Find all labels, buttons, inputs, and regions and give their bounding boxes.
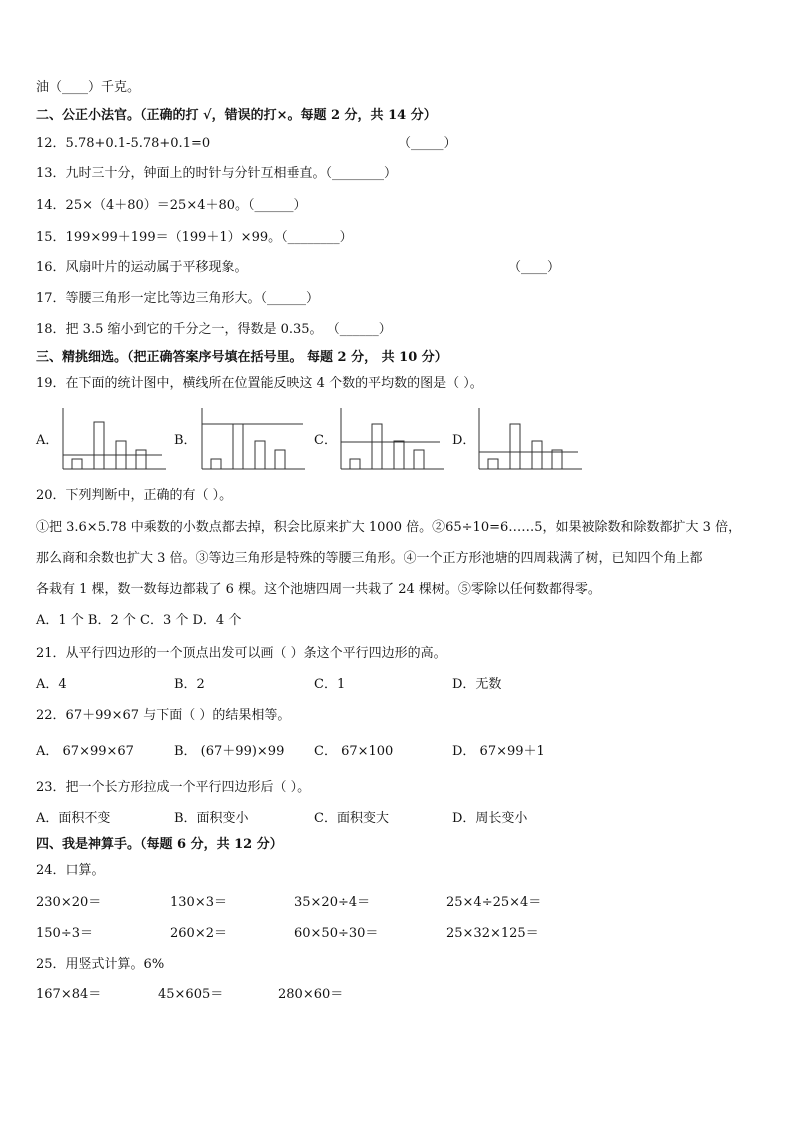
question-13: 13．九时三十分，钟面上的时针与分针互相垂直。（________） bbox=[36, 166, 398, 181]
question-20-text-1: ①把 3.6×5.78 中乘数的小数点都去掉，积会比原来扩大 1000 倍。②65÷10=6……5，如果被除数和除数都扩大 3 倍， bbox=[36, 520, 742, 535]
q19-option-b-label: B． bbox=[174, 433, 197, 448]
question-24: 24．口算。 bbox=[36, 863, 105, 878]
q19-option-c-label: C． bbox=[314, 433, 337, 448]
q23-option-d[interactable]: D．周长变小 bbox=[452, 811, 528, 826]
q19-chart-a bbox=[62, 408, 166, 470]
q19-option-d[interactable] bbox=[452, 408, 592, 470]
question-19: 19．在下面的统计图中，横线所在位置能反映这 4 个数的平均数的图是（ ）。 bbox=[36, 376, 483, 391]
section-3-heading: 三、精挑细选。（把正确答案序号填在括号里。 每题 2 分， 共 10 分） bbox=[36, 350, 448, 365]
question-12: 12．5.78+0.1-5.78+0.1=0 bbox=[36, 136, 211, 151]
q25-item-3: 280×60＝ bbox=[278, 987, 344, 1002]
question-16: 16．风扇叶片的运动属于平移现象。 bbox=[36, 260, 248, 275]
q22-option-a[interactable]: A． 67×99×67 bbox=[36, 744, 134, 759]
q24-item-7: 60×50÷30＝ bbox=[294, 926, 379, 941]
question-25: 25．用竖式计算。6% bbox=[36, 957, 165, 972]
q23-option-a[interactable]: A．面积不变 bbox=[36, 811, 111, 826]
q19-option-c[interactable] bbox=[314, 408, 454, 470]
section-2-heading: 二、公正小法官。（正确的打 √，错误的打×。每题 2 分，共 14 分） bbox=[36, 108, 437, 123]
q24-item-2: 130×3＝ bbox=[170, 895, 227, 910]
q24-item-8: 25×32×125＝ bbox=[446, 926, 539, 941]
question-23: 23．把一个长方形拉成一个平行四边形后（ ）。 bbox=[36, 780, 311, 795]
q25-item-2: 45×605＝ bbox=[158, 987, 224, 1002]
q22-option-c[interactable]: C． 67×100 bbox=[314, 744, 394, 759]
question-22: 22．67＋99×67 与下面（ ）的结果相等。 bbox=[36, 708, 291, 723]
continued-line: 油（____）千克。 bbox=[36, 80, 141, 95]
q24-item-5: 150÷3＝ bbox=[36, 926, 93, 941]
question-20-options[interactable]: A．1 个 B．2 个 C．3 个 D．4 个 bbox=[36, 613, 242, 628]
q24-item-4: 25×4÷25×4＝ bbox=[446, 895, 542, 910]
q22-option-d[interactable]: D． 67×99＋1 bbox=[452, 744, 545, 759]
q19-option-b[interactable] bbox=[174, 408, 314, 470]
question-17: 17．等腰三角形一定比等边三角形大。（______） bbox=[36, 291, 320, 306]
q19-option-a-label: A． bbox=[36, 433, 59, 448]
question-15: 15．199×99＋199＝（199＋1）×99。（________） bbox=[36, 230, 353, 245]
q19-chart-c bbox=[340, 408, 444, 470]
question-21: 21．从平行四边形的一个顶点出发可以画（ ）条这个平行四边形的高。 bbox=[36, 646, 447, 661]
q21-option-c[interactable]: C．1 bbox=[314, 677, 346, 692]
question-20: 20．下列判断中，正确的有（ ）。 bbox=[36, 488, 233, 503]
q21-option-b[interactable]: B．2 bbox=[174, 677, 205, 692]
question-20-text-3: 各栽有 1 棵，数一数每边都栽了 6 棵。这个池塘四周一共栽了 24 棵树。⑤零除以任何数都得零。 bbox=[36, 582, 601, 597]
section-4-heading: 四、我是神算手。（每题 6 分，共 12 分） bbox=[36, 837, 283, 852]
q25-item-1: 167×84＝ bbox=[36, 987, 102, 1002]
q19-chart-b bbox=[201, 408, 305, 470]
q21-option-a[interactable]: A．4 bbox=[36, 677, 67, 692]
q24-item-1: 230×20＝ bbox=[36, 895, 102, 910]
q19-option-a[interactable] bbox=[36, 408, 176, 470]
question-18: 18．把 3.5 缩小到它的千分之一，得数是 0.35。 （______） bbox=[36, 322, 392, 337]
q24-item-3: 35×20÷4＝ bbox=[294, 895, 371, 910]
q24-item-6: 260×2＝ bbox=[170, 926, 227, 941]
question-12-answer-paren: （_____） bbox=[398, 136, 457, 151]
q21-option-d[interactable]: D．无数 bbox=[452, 677, 502, 692]
q23-option-c[interactable]: C．面积变大 bbox=[314, 811, 389, 826]
question-20-text-2: 那么商和余数也扩大 3 倍。③等边三角形是特殊的等腰三角形。④一个正方形池塘的四周栽满了树，已知四个角上都 bbox=[36, 551, 703, 566]
question-14: 14．25×（4＋80）＝25×4＋80。（______） bbox=[36, 198, 307, 213]
q22-option-b[interactable]: B． (67＋99)×99 bbox=[174, 744, 285, 759]
question-16-answer-paren: （____） bbox=[508, 260, 561, 275]
q23-option-b[interactable]: B．面积变小 bbox=[174, 811, 249, 826]
q19-chart-d bbox=[478, 408, 582, 470]
q19-option-d-label: D． bbox=[452, 433, 476, 448]
